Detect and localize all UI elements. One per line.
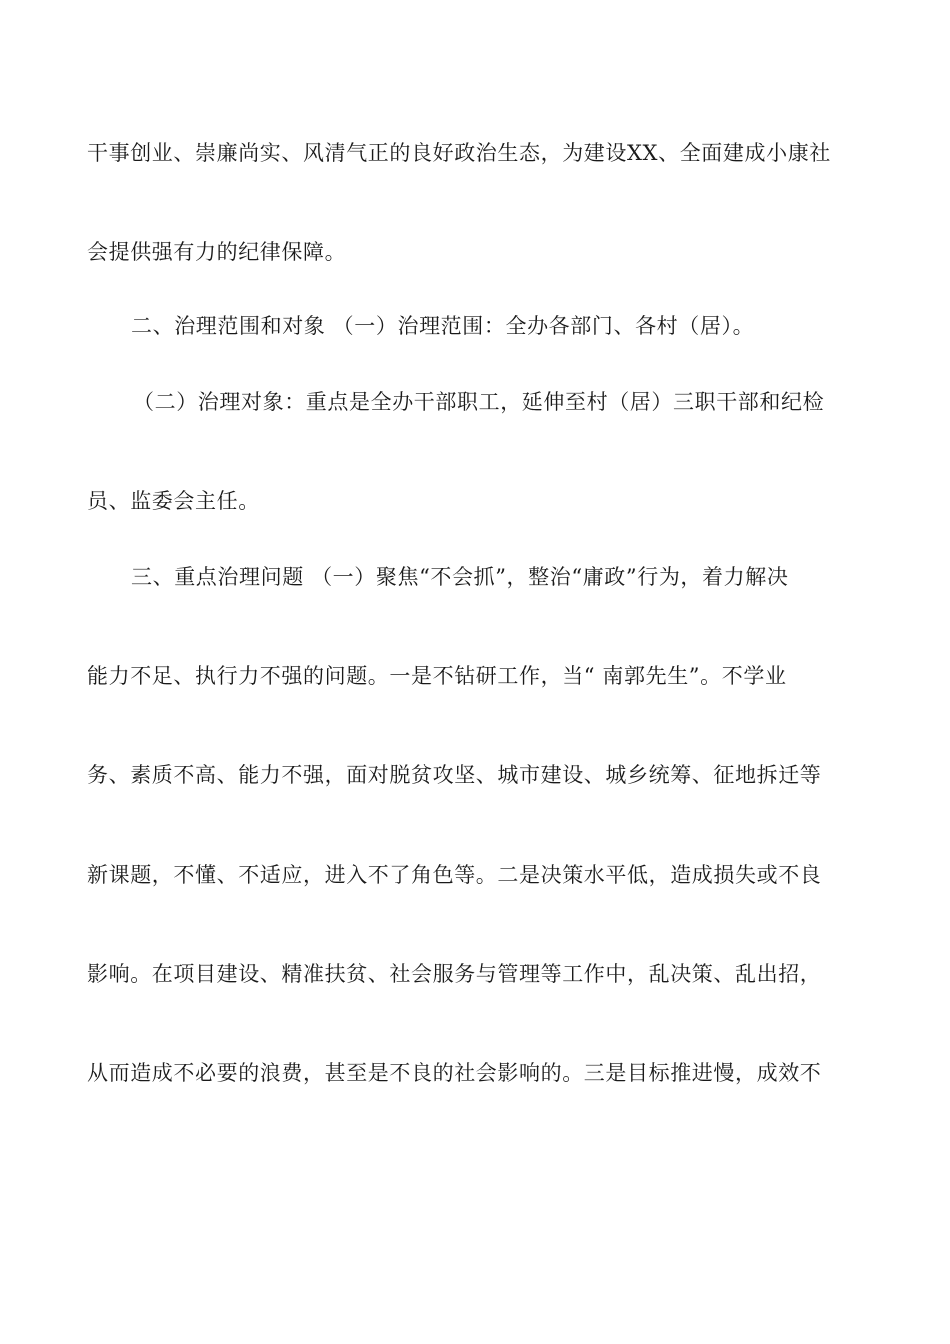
- text-line: 能力不足、执行力不强的问题。一是不钻研工作，当“ 南郭先生”。不学业: [87, 664, 787, 688]
- text-line: 员、监委会主任。: [87, 489, 260, 513]
- text-line: 影响。在项目建设、精准扶贫、社会服务与管理等工作中，乱决策、乱出招，: [87, 962, 822, 986]
- text-line: （二）治理对象：重点是全办干部职工，延伸至村（居）三职干部和纪检: [133, 390, 825, 414]
- text-line: 干事创业、崇廉尚实、风清气正的良好政治生态，为建设XX、全面建成小康社: [87, 141, 831, 165]
- text-line: 从而造成不必要的浪费，甚至是不良的社会影响的。三是目标推进慢，成效不: [87, 1061, 822, 1085]
- section-heading-problems: 三、重点治理问题 （一）聚焦“不会抓”，整治“庸政”行为，着力解决: [131, 565, 789, 589]
- text-line: 务、素质不高、能力不强，面对脱贫攻坚、城市建设、城乡统筹、征地拆迁等: [87, 763, 822, 787]
- text-line: 新课题，不懂、不适应，进入不了角色等。二是决策水平低，造成损失或不良: [87, 863, 822, 887]
- text-line: 会提供强有力的纪律保障。: [87, 240, 347, 264]
- section-heading-scope: 二、治理范围和对象 （一）治理范围：全办各部门、各村（居）。: [131, 314, 755, 338]
